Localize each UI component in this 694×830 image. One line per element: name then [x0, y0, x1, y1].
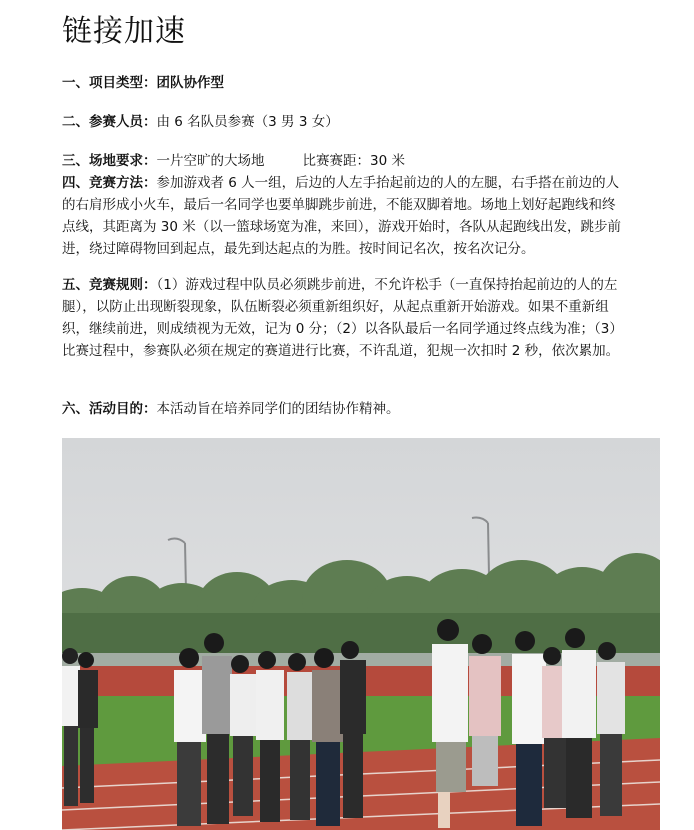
section-venue [62, 150, 622, 172]
section-method [62, 172, 622, 260]
section-type-value: 团队协作型 [156, 75, 224, 91]
section-purpose-label: 六、活动目的： [62, 401, 157, 417]
section-purpose-value: 本活动旨在培养同学们的团结协作精神。 [156, 401, 400, 417]
section-rules-label: 五、竞赛规则： [62, 277, 157, 293]
section-type [62, 72, 622, 94]
page-title: 链接加速 [62, 14, 186, 49]
section-participants-label: 二、参赛人员： [62, 114, 157, 130]
section-venue-distance: 比赛赛距：30 米 [302, 153, 405, 169]
section-venue-value: 一片空旷的大场地 [156, 153, 265, 169]
activity-photo [62, 438, 660, 830]
section-venue-label: 三、场地要求： [62, 153, 157, 169]
section-type-label: 一、项目类型： [62, 75, 157, 91]
section-rules [62, 274, 622, 362]
section-participants-value: 由 6 名队员参赛（3 男 3 女） [156, 114, 339, 130]
section-participants [62, 111, 622, 133]
activity-photo-illustration [62, 438, 660, 830]
section-rules-value: （1）游戏过程中队员必须跳步前进，不允许松手（一直保持抬起前边的人的左腿），以防止出现断裂现象，队伍断裂必须重新组织好，从起点重新开始游戏。如果不重新组织，继续前进，则成绩视为无效，记为 0 分；（2）以各队最后一名同学通过终点线为准；（3）比赛过程中，参赛队必须在规定的赛道进行比赛，不许乱道，犯规一次扣时 2 秒，依次累加。 [62, 277, 620, 359]
section-method-value: 参加游戏者 6 人一组，后边的人左手抬起前边的人的左腿，右手搭在前边的人的右肩形成小火车，最后一名同学也要单脚跳步前进，不能双脚着地。场地上划好起跑线和终点线，其距离为 30 米（以一篮球场宽为准，来回），游戏开始时，各队从起跑线出发，跳步前进，绕过障碍物回到起点，最先到达起点的为胜。按时间记名次，按名次记分。 [62, 175, 622, 257]
section-method-label: 四、竞赛方法： [62, 175, 157, 191]
section-purpose [62, 398, 622, 420]
